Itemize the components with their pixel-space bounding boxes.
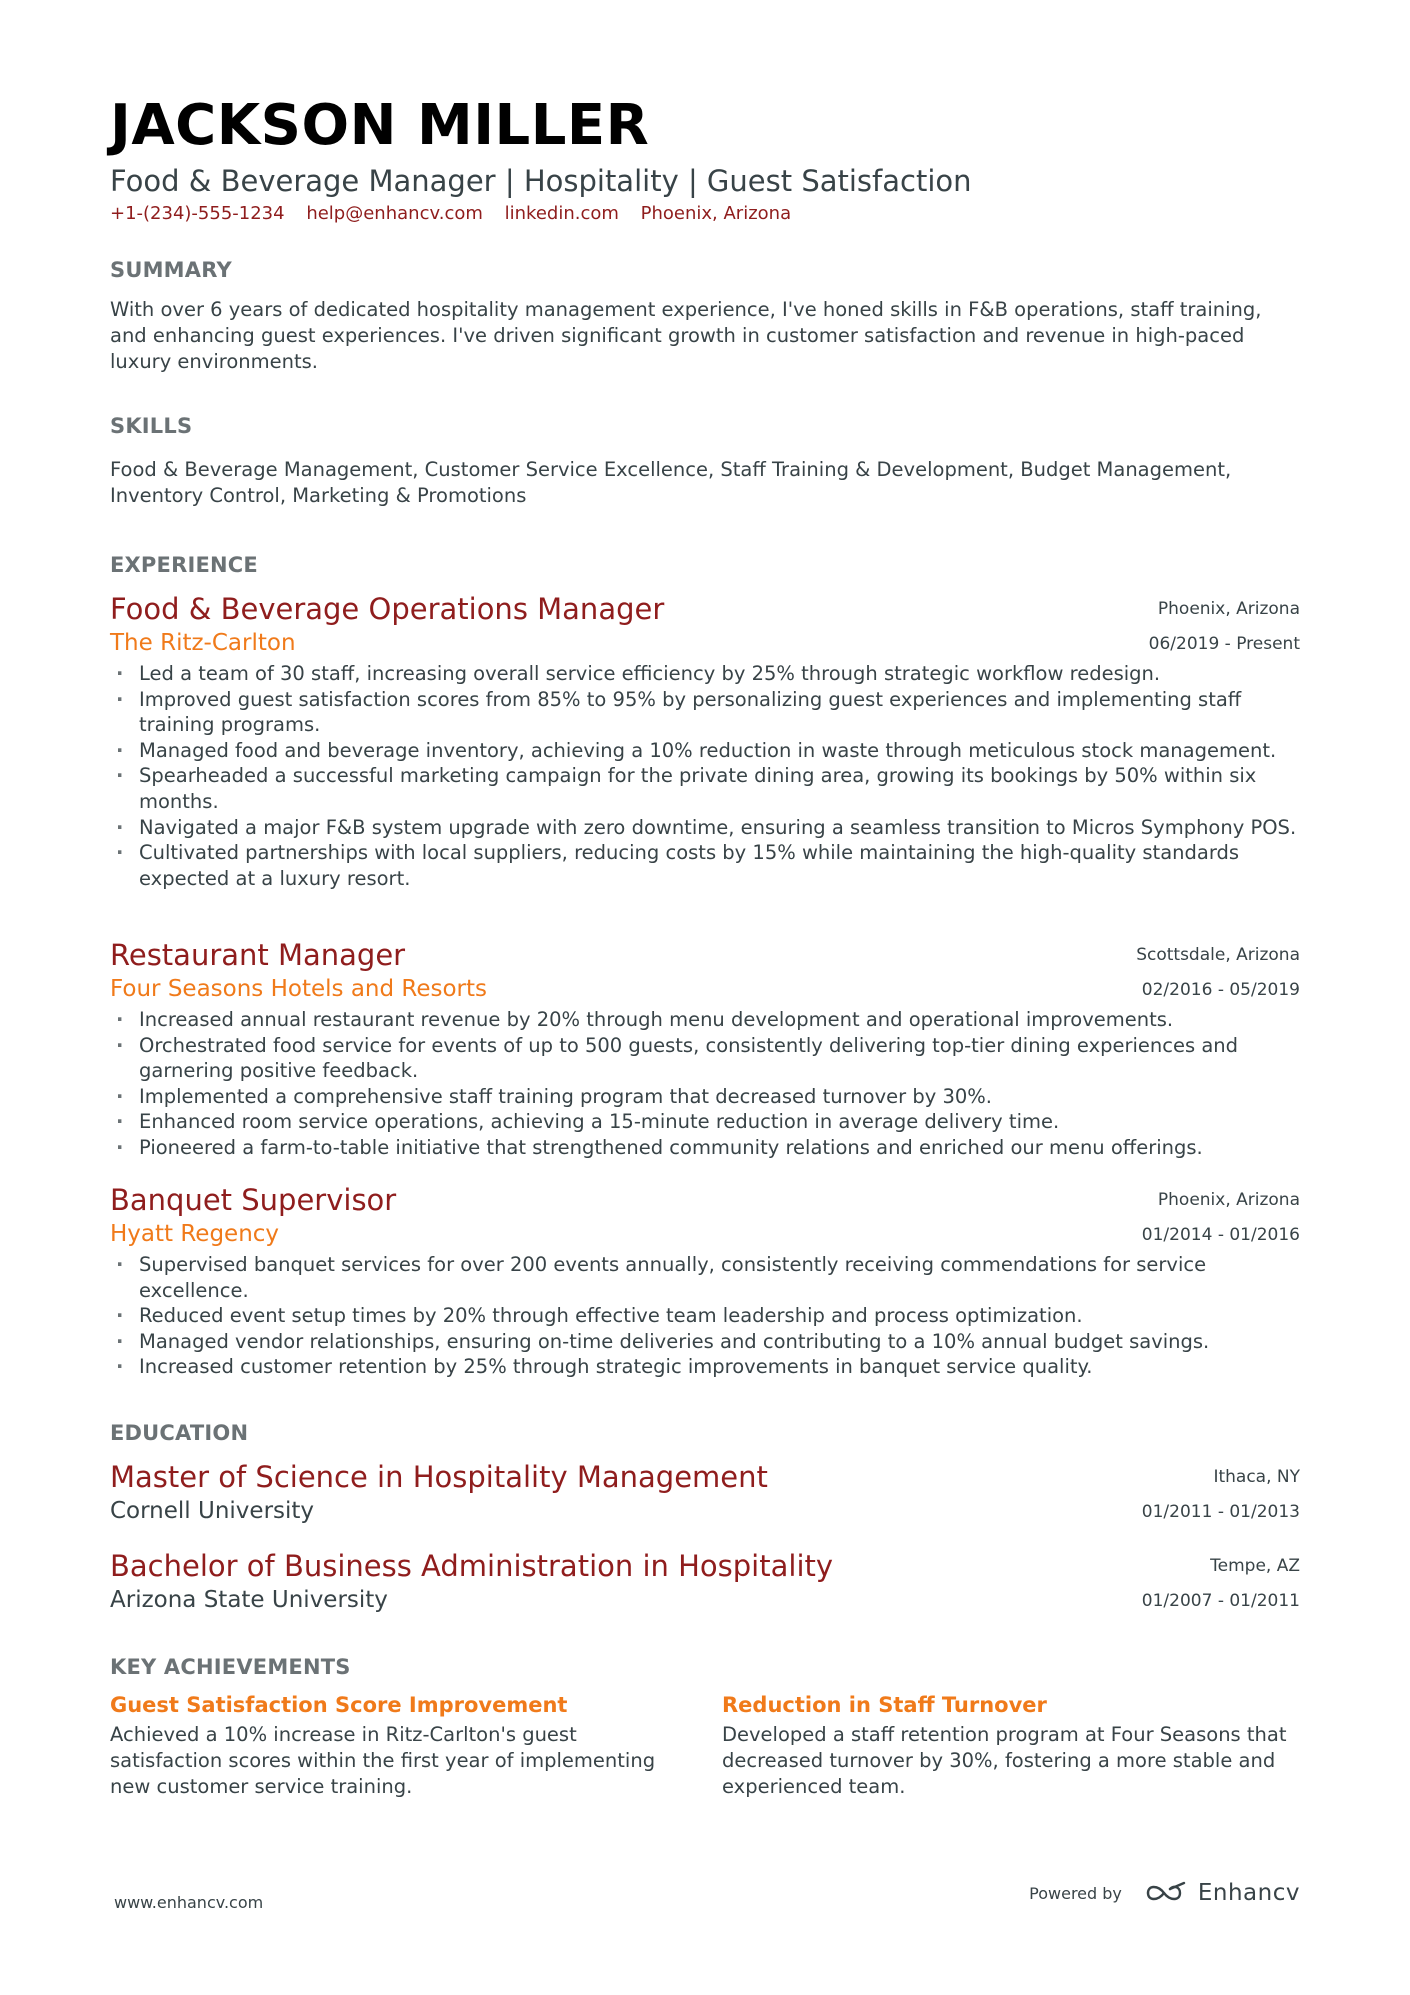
experience-heading: EXPERIENCE: [110, 553, 258, 577]
education-location: Ithaca, NY: [1213, 1467, 1300, 1487]
enhancv-logo-icon: [1144, 1881, 1188, 1905]
bullet-item: · Enhanced room service operations, achieving a 15-minute reduction in average delivery time.: [110, 1109, 1300, 1135]
bullet-item: · Navigated a major F&B system upgrade with zero downtime, ensuring a seamless transition to Micros Symphony POS.: [110, 815, 1300, 841]
contact-location: Phoenix, Arizona: [640, 203, 792, 224]
footer-powered-by: [1029, 1880, 1300, 1906]
bullet-item: · Managed vendor relationships, ensuring on-time deliveries and contributing to a 10% annual budget savings.: [110, 1329, 1300, 1355]
bullet-item: · Managed food and beverage inventory, achieving a 10% reduction in waste through meticulous stock management.: [110, 738, 1300, 764]
achievements-heading: KEY ACHIEVEMENTS: [110, 1655, 351, 1679]
achievement-text: Developed a staff retention program at Four Seasons that decreased turnover by 30%, fostering a more stable and experienced team.: [722, 1723, 1287, 1798]
job-title: Food & Beverage Operations Manager: [110, 592, 665, 626]
job-meta: [1149, 591, 1300, 661]
education-meta: [1142, 1459, 1300, 1529]
achievement-text: Achieved a 10% increase in Ritz-Carlton's guest satisfaction scores within the first year of implementing new customer service training.: [110, 1723, 656, 1798]
achievement-item: [722, 1690, 1302, 1800]
bullet-item: · Pioneered a farm-to-table initiative that strengthened community relations and enriched our menu offerings.: [110, 1135, 1300, 1161]
bullet-item: · Spearheaded a successful marketing campaign for the private dining area, growing its bookings by 50% within six months.: [110, 763, 1300, 814]
summary-heading: SUMMARY: [110, 258, 232, 282]
education-dates: 01/2011 - 01/2013: [1141, 1502, 1300, 1522]
bullet-item: · Supervised banquet services for over 200 events annually, consistently receiving commendations for service excellence.: [110, 1252, 1300, 1303]
bullet-item: · Reduced event setup times by 20% through effective team leadership and process optimization.: [110, 1303, 1300, 1329]
school-name: Arizona State University: [110, 1587, 388, 1613]
school-name: Cornell University: [110, 1498, 315, 1524]
education-heading: EDUCATION: [110, 1421, 249, 1445]
job-company: Four Seasons Hotels and Resorts: [110, 976, 488, 1002]
powered-by-label: Powered by: [1029, 1883, 1122, 1903]
job-location: Phoenix, Arizona: [1157, 599, 1300, 619]
skills-heading: SKILLS: [110, 414, 193, 438]
achievement-title: Guest Satisfaction Score Improvement: [110, 1693, 568, 1717]
achievement-item: [110, 1690, 690, 1800]
job-location: Scottsdale, Arizona: [1136, 945, 1300, 965]
job-bullets: [110, 1252, 1300, 1380]
contact-linkedin[interactable]: linkedin.com: [504, 203, 619, 224]
achievement-title: Reduction in Staff Turnover: [722, 1693, 1047, 1717]
job-bullets: [110, 1007, 1300, 1161]
education-location: Tempe, AZ: [1210, 1556, 1300, 1576]
education-dates: 01/2007 - 01/2011: [1141, 1591, 1300, 1611]
degree-title: Master of Science in Hospitality Management: [110, 1460, 768, 1494]
contact-info: [110, 203, 807, 224]
bullet-item: · Led a team of 30 staff, increasing overall service efficiency by 25% through strategic workflow redesign.: [110, 661, 1300, 687]
bullet-item: · Improved guest satisfaction scores from 85% to 95% by personalizing guest experiences and implementing staff training programs.: [110, 687, 1300, 738]
job-company: Hyatt Regency: [110, 1221, 280, 1247]
education-meta: [1142, 1548, 1300, 1618]
bullet-item: · Orchestrated food service for events of up to 500 guests, consistently delivering top-tier dining experiences and garnering positive feedback.: [110, 1033, 1300, 1084]
enhancv-logo[interactable]: [1144, 1880, 1300, 1906]
brand-name: Enhancv: [1197, 1880, 1300, 1906]
bullet-item: · Increased annual restaurant revenue by 20% through menu development and operational improvements.: [110, 1007, 1300, 1033]
job-company: The Ritz-Carlton: [110, 630, 296, 656]
education-entry: [110, 1459, 1300, 1527]
job-dates: 02/2016 - 05/2019: [1141, 980, 1300, 1000]
bullet-item: · Implemented a comprehensive staff training program that decreased turnover by 30%.: [110, 1084, 1300, 1110]
job-location: Phoenix, Arizona: [1157, 1190, 1300, 1210]
contact-email[interactable]: help@enhancv.com: [306, 203, 483, 224]
bullet-item: · Cultivated partnerships with local suppliers, reducing costs by 15% while maintaining the high-quality standards expected at a luxury resort.: [110, 840, 1300, 891]
job-dates: 01/2014 - 01/2016: [1141, 1225, 1300, 1245]
candidate-name: JACKSON MILLER: [110, 93, 650, 158]
headline: Food & Beverage Manager | Hospitality | Guest Satisfaction: [110, 164, 972, 198]
job-meta: [1136, 937, 1300, 1007]
skills-text: Food & Beverage Management, Customer Service Excellence, Staff Training & Development, Budget Management, Inventory Control, Marketing & Promotions: [110, 458, 1232, 507]
job-dates: 06/2019 - Present: [1148, 634, 1300, 654]
contact-phone[interactable]: +1-(234)-555-1234: [110, 203, 285, 224]
job-bullets: [110, 661, 1300, 891]
job-meta: [1142, 1182, 1300, 1252]
summary-text: With over 6 years of dedicated hospitality management experience, I've honed skills in F&B operations, staff training, and enhancing guest experiences. I've driven significant growth in customer satisfaction and revenue in high-paced luxury environments.: [110, 298, 1262, 373]
job-title: Banquet Supervisor: [110, 1183, 397, 1217]
job-entry: [110, 1182, 1300, 1380]
degree-title: Bachelor of Business Administration in Hospitality: [110, 1549, 834, 1583]
bullet-item: · Increased customer retention by 25% through strategic improvements in banquet service quality.: [110, 1354, 1300, 1380]
job-title: Restaurant Manager: [110, 938, 406, 972]
job-entry: [110, 937, 1300, 1161]
footer-website-link[interactable]: www.enhancv.com: [114, 1893, 264, 1912]
job-entry: [110, 591, 1300, 891]
education-entry: [110, 1548, 1300, 1616]
